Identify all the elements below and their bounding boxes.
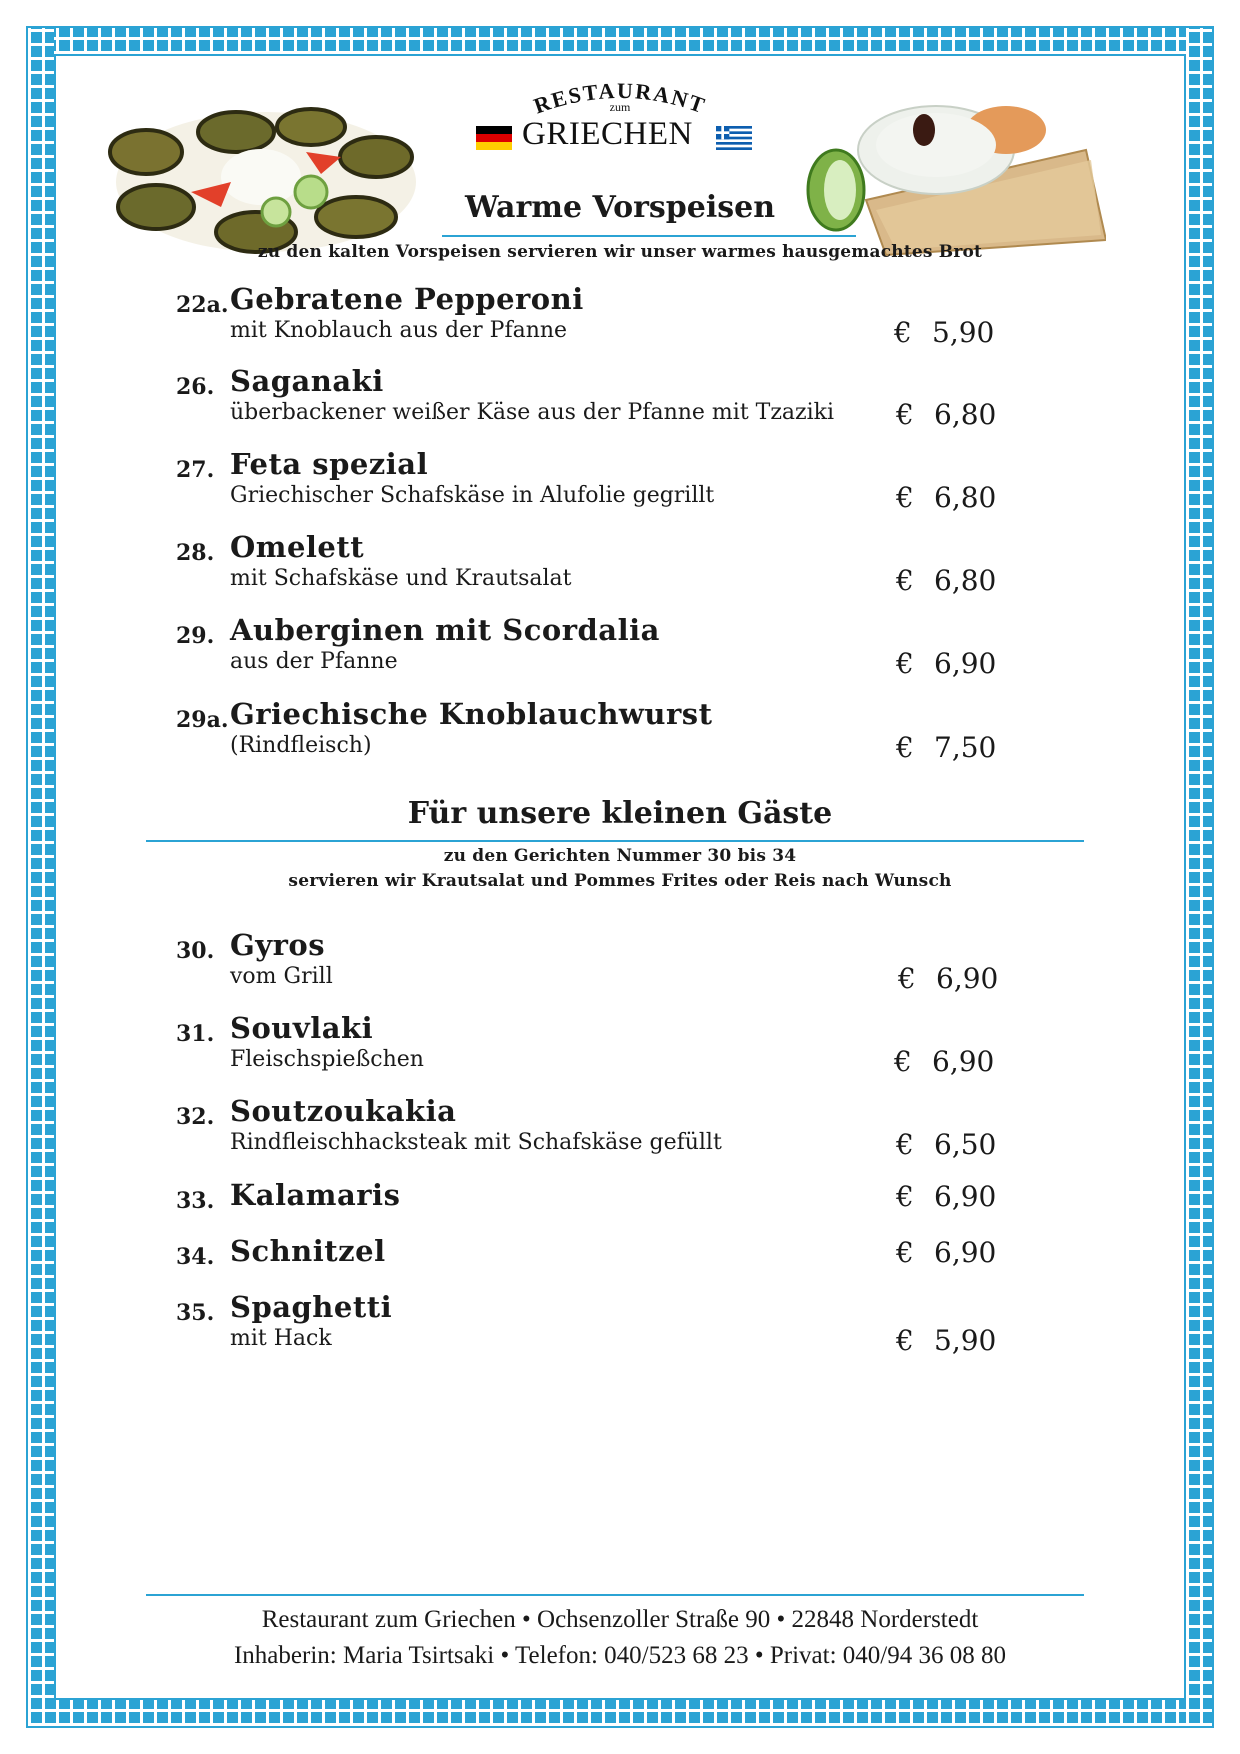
logo-name-text: GRIECHEN — [522, 116, 693, 152]
menu-item-number: 28. — [176, 540, 215, 566]
currency-symbol: € — [896, 1236, 914, 1269]
menu-item-number: 33. — [176, 1188, 215, 1214]
price-value: 6,90 — [934, 1180, 997, 1213]
menu-item-description: vom Grill — [230, 964, 333, 989]
menu-item-name: Schnitzel — [230, 1234, 386, 1268]
logo-zum-text: zum — [609, 100, 631, 114]
menu-item-price — [896, 647, 996, 680]
currency-symbol: € — [894, 316, 912, 349]
logo-restaurant-text: RESTAURANT — [530, 78, 710, 119]
menu-item-number: 26. — [176, 374, 215, 400]
price-value: 6,90 — [934, 1236, 997, 1269]
price-value: 6,90 — [934, 647, 997, 680]
menu-item-number: 35. — [176, 1300, 215, 1326]
menu-item-name: Soutzoukakia — [230, 1094, 457, 1128]
currency-symbol: € — [896, 564, 914, 597]
menu-item-price — [896, 564, 996, 597]
price-value: 7,50 — [934, 731, 997, 764]
menu-item-name: Saganaki — [230, 364, 384, 398]
price-value: 6,80 — [934, 481, 997, 514]
greek-flag-icon — [716, 126, 752, 150]
menu-item-number: 29a. — [176, 707, 229, 733]
menu-item-price — [896, 1128, 996, 1161]
menu-item-number: 22a. — [176, 292, 229, 318]
menu-item-price — [896, 1180, 996, 1213]
section2-divider — [146, 840, 1084, 842]
restaurant-logo — [470, 78, 770, 158]
menu-item-price — [896, 731, 996, 764]
section1-subtitle: zu den kalten Vorspeisen servieren wir unser warmes hausgemachtes Brot — [257, 242, 983, 262]
menu-item-description: mit Hack — [230, 1326, 332, 1351]
currency-symbol: € — [896, 1180, 914, 1213]
section2-subtitle-line1: zu den Gerichten Nummer 30 bis 34 — [443, 846, 797, 866]
price-value: 6,80 — [934, 564, 997, 597]
footer-contact: Inhaberin: Maria Tsirtsaki • Telefon: 040/523 68 23 • Privat: 040/94 36 08 80 — [233, 1642, 1006, 1669]
menu-item-price — [894, 1045, 994, 1078]
menu-item-description: Rindfleischhacksteak mit Schafskäse gefüllt — [230, 1130, 722, 1155]
menu-item-number: 34. — [176, 1244, 215, 1270]
currency-symbol: € — [896, 398, 914, 431]
menu-item-number: 27. — [176, 457, 215, 483]
menu-item-name: Omelett — [230, 530, 365, 564]
menu-item-price — [896, 481, 996, 514]
currency-symbol: € — [896, 1128, 914, 1161]
menu-item-description: Griechischer Schafskäse in Alufolie gegrillt — [230, 483, 715, 508]
menu-item-price — [894, 316, 994, 349]
menu-item-name: Griechische Knoblauchwurst — [230, 697, 713, 731]
price-value: 6,50 — [934, 1128, 997, 1161]
currency-symbol: € — [898, 962, 916, 995]
price-value: 6,80 — [934, 398, 997, 431]
price-value: 5,90 — [934, 1324, 997, 1357]
menu-item-name: Kalamaris — [230, 1178, 401, 1212]
menu-item-description: überbackener weißer Käse aus der Pfanne mit Tzaziki — [230, 400, 835, 425]
price-value: 5,90 — [932, 316, 995, 349]
menu-item-name: Gebratene Pepperoni — [230, 282, 584, 316]
menu-item-price — [896, 1236, 996, 1269]
price-value: 6,90 — [932, 1045, 995, 1078]
menu-item-price — [898, 962, 998, 995]
currency-symbol: € — [896, 647, 914, 680]
section-title-warme-vorspeisen: Warme Vorspeisen — [464, 190, 776, 225]
menu-item-price — [896, 1324, 996, 1357]
menu-item-name: Souvlaki — [230, 1011, 374, 1045]
footer-address: Restaurant zum Griechen • Ochsenzoller Straße 90 • 22848 Norderstedt — [261, 1606, 979, 1633]
menu-item-description: (Rindfleisch) — [230, 733, 372, 758]
menu-item-description: Fleischspießchen — [230, 1047, 424, 1072]
menu-item-name: Gyros — [230, 928, 326, 962]
menu-item-number: 31. — [176, 1021, 215, 1047]
menu-item-number: 29. — [176, 623, 215, 649]
menu-item-name: Feta spezial — [230, 447, 429, 481]
menu-item-number: 30. — [176, 938, 215, 964]
german-flag-icon — [476, 126, 512, 150]
menu-item-name: Auberginen mit Scordalia — [230, 613, 660, 647]
menu-item-number: 32. — [176, 1104, 215, 1130]
menu-item-price — [896, 398, 996, 431]
section1-divider — [442, 235, 856, 237]
currency-symbol: € — [896, 731, 914, 764]
footer-divider — [146, 1594, 1084, 1596]
price-value: 6,90 — [936, 962, 999, 995]
section2-subtitle-line2: servieren wir Krautsalat und Pommes Frites oder Reis nach Wunsch — [288, 871, 952, 891]
currency-symbol: € — [896, 1324, 914, 1357]
currency-symbol: € — [894, 1045, 912, 1078]
section-title-kleine-gaeste: Für unsere kleinen Gäste — [407, 796, 833, 831]
aubergine-dish-image — [96, 82, 436, 262]
menu-item-description: mit Schafskäse und Krautsalat — [230, 566, 572, 591]
currency-symbol: € — [896, 481, 914, 514]
menu-item-description: mit Knoblauch aus der Pfanne — [230, 318, 568, 343]
menu-item-description: aus der Pfanne — [230, 649, 398, 674]
menu-item-name: Spaghetti — [230, 1290, 393, 1324]
